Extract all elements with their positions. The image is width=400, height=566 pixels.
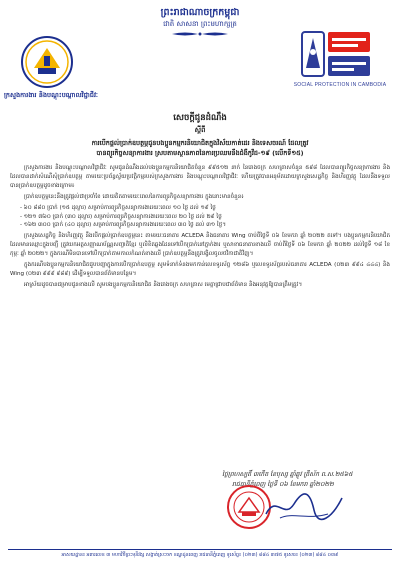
social-protection-logo-icon [300,28,372,80]
document-sub-heading: ស្តីពី [194,126,206,134]
date-solar: រាជធានីភ្នំពេញ ថ្ងៃទី ០៦ ខែមករា ឆ្នាំ២០២២ [232,481,334,488]
date-lunar: ថ្ងៃព្រហស្បតិ៍ ៣កើត ខែបុស្ស ឆ្នាំឆ្លូវ ត្រីស័ក ព.ស.២៥៦៥ [222,471,353,478]
ornament-divider-icon [170,31,230,37]
footer-divider [8,549,392,550]
amount-list [20,204,390,231]
ministry-name: ក្រសួងការងារ និងបណ្តុះបណ្តាលវិជ្ជាជីវៈ [4,92,98,99]
list-item: - ១៦២ ៣០០ ប្រាក់ (៤០ ដុល្លារ) សម្រាប់ការព្យួរកិច្ចសន្យាការងាររយៈពេល ៣០ ថ្ងៃ ដល់ ៣១ ថ្ងៃ។ [20,222,226,229]
paragraph-5: អាស្រ័យដូចបានជម្រាបជូនខាងលើ សូមបងប្អូនកម្មករនិយោជិត និងរោងចក្រ សហគ្រាស មេត្តាជ្រាបជាព័ត៌មាន និងអនុវត្តឱ្យបានត្រឹមត្រូវ។ [24,281,303,288]
paragraph-1: ក្រសួងការងារ និងបណ្តុះបណ្តាលវិជ្ជាជីវៈ សូមជូនដំណឹងដល់បងប្អូនកម្មករនិយោជិតចំនួន ៩៩៥១២ នាក់ នៃរោងចក្រ សហគ្រាសចំនួន ៥៩៨ ដែលបានព្យួរកិច្ចសន្យាការងារ និងដែលបានដាក់សំណើសុំប្រាក់ឧបត្ថម្ភ តាមរយៈប្រព័ន្ធស្វ័យប្រវត្តិកម្មរបស់ក្រសួងការងារ និងបណ្តុះបណ្តាលវិជ្ជាជីវៈ ហើយត្រូវបានអនុម័តដោយក្រសួងសេដ្ឋកិច្ច និងហិរញ្ញវត្ថុ ដែលនឹងទទួលបានប្រាក់ឧបត្ថម្ភដូចខាងក្រោម៖ [10,165,390,189]
subject-line-2: បានព្យួរកិច្ចសន្យាការងារ ស្របតាមស្ថានភាពនៃការប្រឈមនឹងជំងឺកូវីដ-១៩ (លើកទី១៥) [96,149,304,157]
ministry-emblem-icon [20,34,74,90]
social-protection-caption: SOCIAL PROTECTION IN CAMBODIA [293,82,387,88]
paragraph-3: ក្រសួងសេដ្ឋកិច្ច និងហិរញ្ញវត្ថុ នឹងបើកផ្តល់ប្រាក់ឧបត្ថម្ភនេះ តាមរយៈធនាគារ ACLEDA និងធនាគារ Wing ចាប់ពីថ្ងៃទី ០៦ ខែមករា ឆ្នាំ ២០២២ តទៅ។ បងប្អូនកម្មករនិយោជិតដែលមានឈ្មោះក្នុងបញ្ជី ត្រូវយកអត្តសញ្ញាណប័ណ្ណសញ្ជាតិខ្មែរ ឬលិខិតឆ្លងដែនទៅបើកប្រាក់នៅភ្នាក់ងារ ឬសាខាធនាគារខាងលើ ចាប់ពីថ្ងៃទី ០៦ ខែមករា ឆ្នាំ ២០២២ ដល់ថ្ងៃទី ១៨ ខែកុម្ភៈ ឆ្នាំ ២០២២។ ក្នុងករណីមិនបានទៅបើកប្រាក់តាមកាលកំណត់ខាងលើ ប្រាក់ឧបត្ថម្ភនឹងត្រូវបង្វិលចូលថវិកាជាតិវិញ។ [10,233,390,258]
document-subject [28,138,372,158]
list-item: - ៦០ ៨៨០ ប្រាក់ (១៥ ដុល្លារ) សម្រាប់ការព្យួរកិច្ចសន្យាការងាររយៈពេល ១០ ថ្ងៃ ដល់ ១៩ ថ្ងៃ [20,204,216,211]
paragraph-2: ប្រាក់ឧបត្ថម្ភនេះនឹងត្រូវផ្តល់ជាប្រចាំខែ ដោយគិតតាមរយៈពេលនៃការព្យួរកិច្ចសន្យាការងារ ក្នុងនោះមានចំនួន៖ [24,193,244,200]
list-item: - ១២១ ៧៦០ ប្រាក់ (៣០ ដុល្លារ) សម្រាប់ការព្យួរកិច្ចសន្យាការងាររយៈពេល ២០ ថ្ងៃ ដល់ ២៩ ថ្ងៃ [20,213,222,220]
footer-address: អាសយដ្ឋាន៖ អគារលេខ ៣ មហាវិថីព្រះមុនីវង្ស សង្កាត់ស្រះចក ខណ្ឌដូនពេញ រាជធានីភ្នំពេញ ទូរស័ព្ទ៖ (០២៣) ៨៨៤ ៣៧៥ ទូរសារ៖ (០២៣) ៨៨៤ ០៣៩ [61,553,339,558]
kingdom-heading: ព្រះរាជាណាចក្រកម្ពុជា [160,7,240,18]
signature-icon [262,490,346,524]
document-body [10,164,390,292]
motto: ជាតិ សាសនា ព្រះមហាក្សត្រ [163,20,237,28]
document-type: សេចក្តីជូនដំណឹង [173,113,227,123]
subject-line-1: ការបើកផ្តល់ប្រាក់ឧបត្ថម្ភជូនបងប្អូនកម្មករនិយោជិតក្នុងវិស័យកាត់ដេរ និងទេសចរណ៍ ដែលត្រូវ [91,139,309,147]
paragraph-4: ក្នុងករណីបងប្អូនកម្មករនិយោជិតជួបបញ្ហាក្នុងការបើកប្រាក់ឧបត្ថម្ភ សូមទំនាក់ទំនងមកកាន់លេខទូរស័ព្ទ ១២៨៦ ឬលេខទូរស័ព្ទរបស់ធនាគារ ACLEDA (០២៣ ៩៩៤ ៤៤៤) និង Wing (០២៣ ៩៩៩ ៩៨៩) ដើម្បីទទួលបានព័ត៌មានបន្ថែម។ [10,262,390,277]
